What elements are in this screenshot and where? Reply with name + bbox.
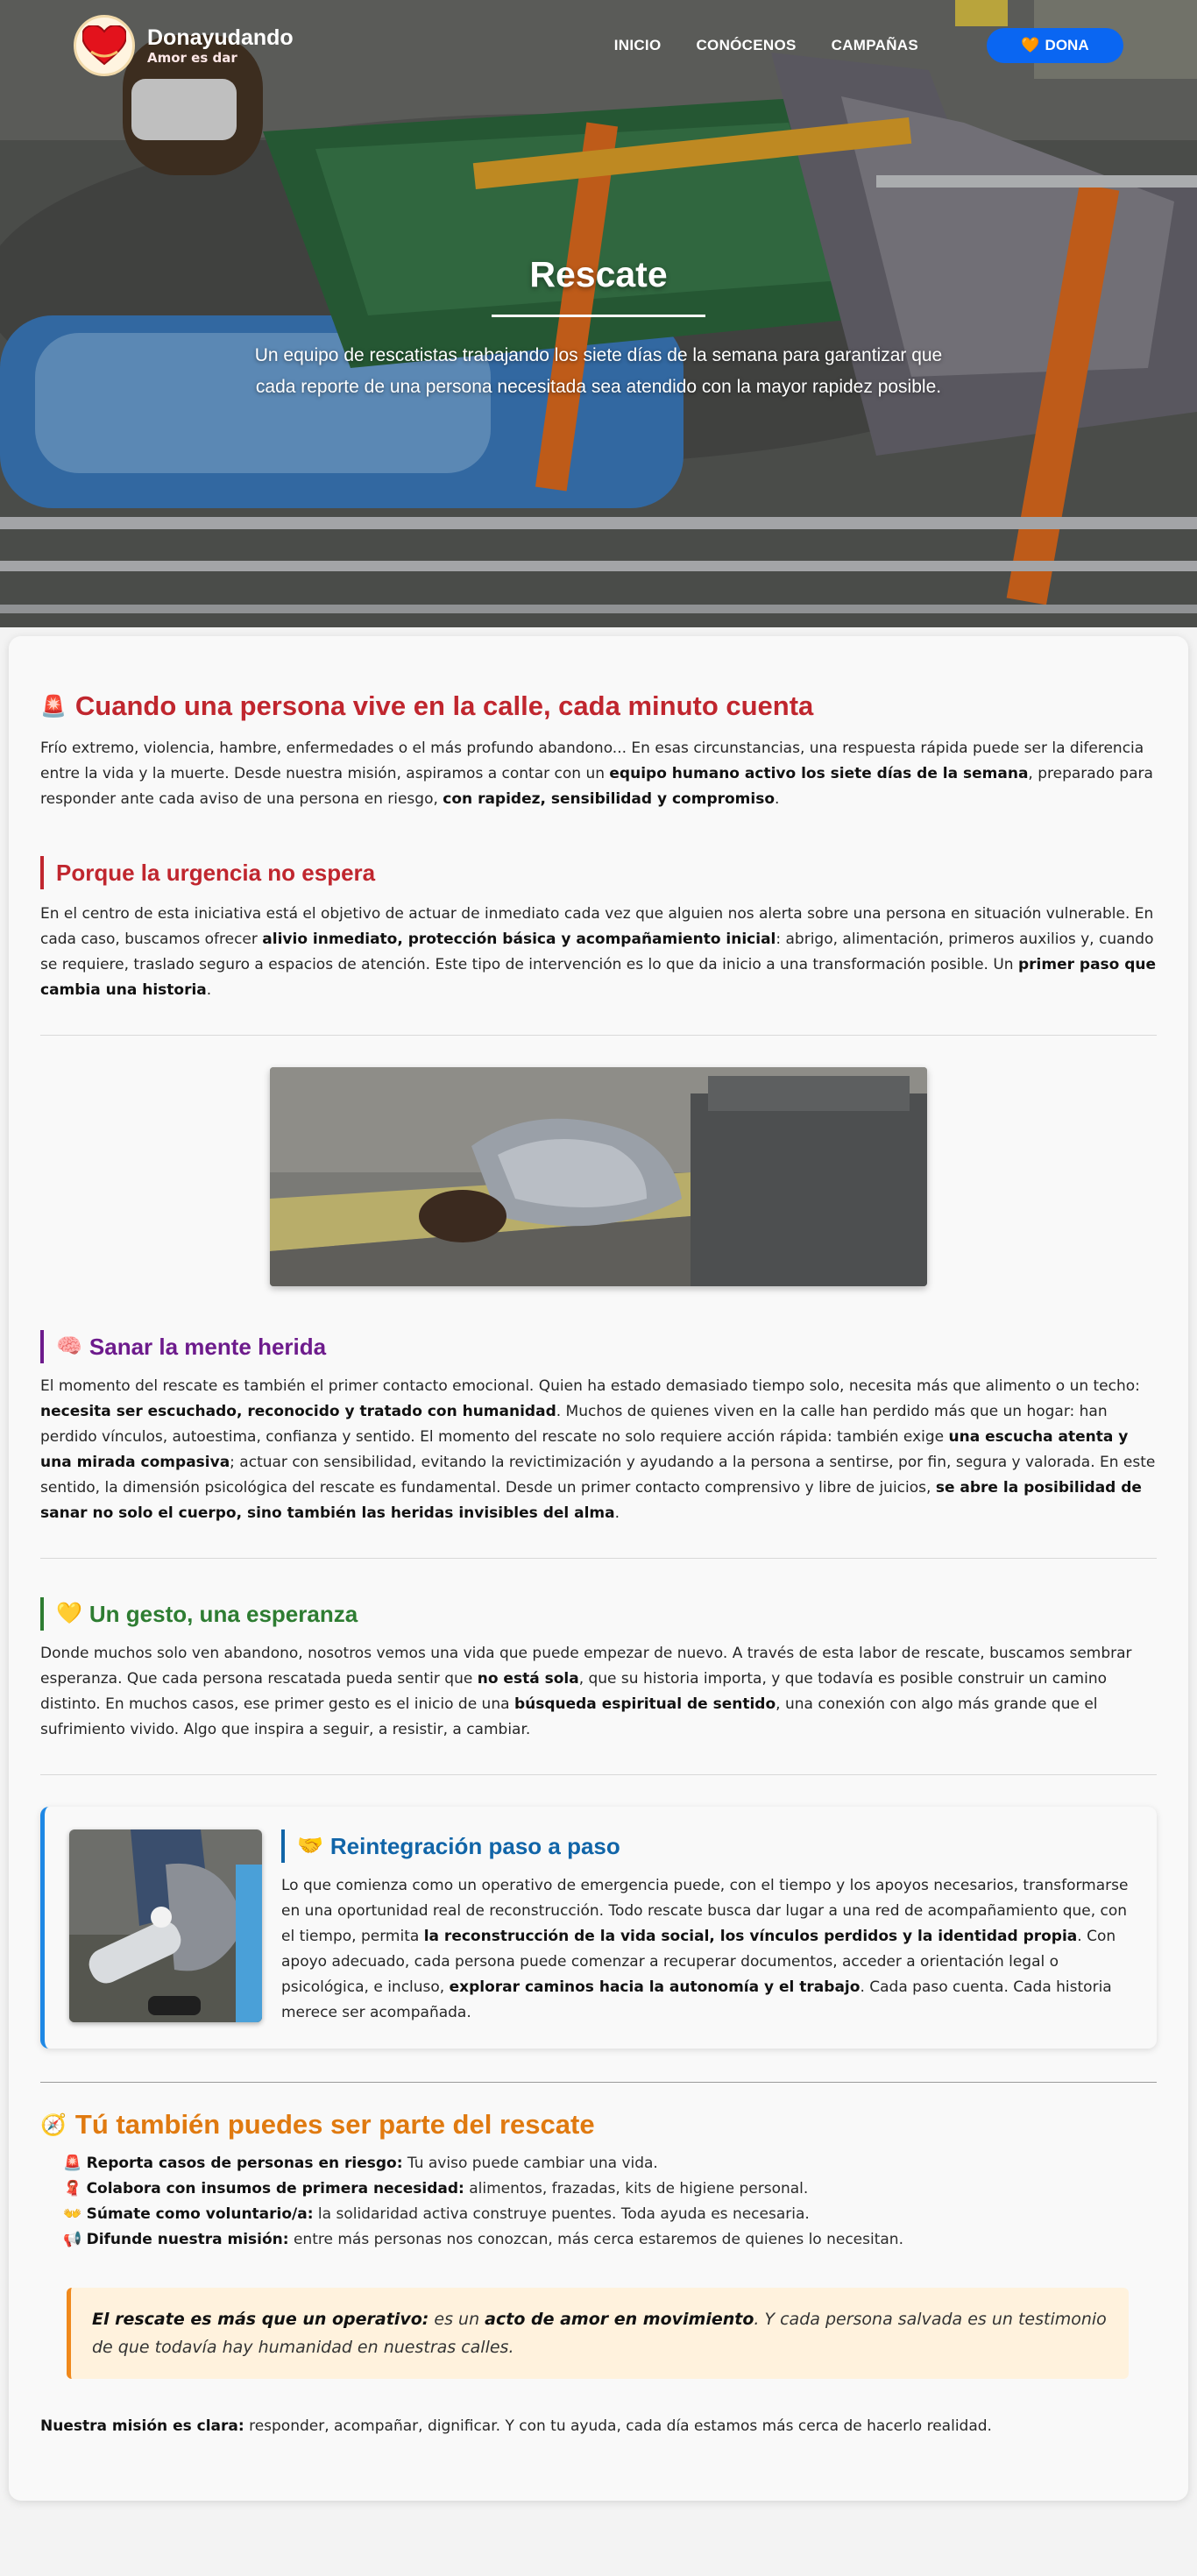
help-item-report <box>63 2151 1157 2176</box>
help-item-text: alimentos, frazadas, kits de higiene personal. <box>464 2180 809 2197</box>
help-item-label: Difunde nuestra misión: <box>86 2231 289 2248</box>
text-run-bold: la reconstrucción de la vida social, los vínculos perdidos y la identidad propia <box>423 1928 1078 1945</box>
text-run-bold: Nuestra misión es clara: <box>40 2417 244 2435</box>
section-reintegration-title-text: Reintegración paso a paso <box>329 1833 620 1859</box>
text-run-bold: se abre la posibilidad de sanar no solo el cuerpo, sino también las heridas invisibles del alma <box>40 1479 1142 1522</box>
yellow-heart-icon: 💛 <box>56 1602 82 1625</box>
help-item-label: Colabora con insumos de primera necesidad: <box>86 2180 464 2197</box>
section-reintegration-paragraph <box>281 1873 1130 2026</box>
reintegration-text <box>281 1829 1130 2026</box>
text-run: . Cada paso cuenta. Cada historia merece ser acompañada. <box>281 1978 1112 2021</box>
hero-title: Rescate <box>529 254 668 294</box>
text-run-bold: no está sola <box>477 1670 579 1688</box>
text-run-bold: equipo humano activo los siete días de la semana <box>609 765 1029 782</box>
help-item-text: Tu aviso puede cambiar una vida. <box>402 2155 658 2172</box>
section-urgency <box>40 856 1157 1003</box>
section-urgency-paragraph <box>40 902 1157 1003</box>
nav-link-conocenos[interactable]: CONÓCENOS <box>696 37 797 53</box>
nav-link-campanas[interactable]: CAMPAÑAS <box>831 37 918 53</box>
nav-links <box>614 28 1123 63</box>
section-hope-title <box>40 1597 1157 1631</box>
section-join-title <box>40 2109 1157 2141</box>
mission-quote <box>67 2288 1129 2379</box>
help-item-text: la solidaridad activa construye puentes. Toda ayuda es necesaria. <box>313 2205 810 2223</box>
donate-button-label: DONA <box>1045 37 1089 53</box>
text-run-bold: una escucha atenta y una mirada compasiva <box>40 1428 1129 1471</box>
text-run: En el centro de esta iniciativa está el objetivo de actuar de inmediato cada vez que alguien nos alerta sobre una persona en situación vulnerable. En cada caso, buscamos ofrecer <box>40 905 1154 948</box>
divider <box>40 2082 1157 2083</box>
scarf-icon: 🧣 <box>63 2180 82 2197</box>
divider <box>40 1558 1157 1559</box>
section-join-title-text: Tú también puedes ser parte del rescate <box>74 2109 595 2140</box>
section-hope-paragraph <box>40 1641 1157 1743</box>
orange-heart-icon: 🧡 <box>1021 37 1040 53</box>
hero-subtitle: Un equipo de rescatistas trabajando los siete días de la semana para garantizar que cada reporte de una persona necesitada sea atendido con la mayor rapidez posible. <box>254 345 943 397</box>
text-run-bold: necesita ser escuchado, reconocido y tratado con humanidad <box>40 1403 556 1420</box>
compass-icon: 🧭 <box>40 2112 67 2137</box>
section-mind-title <box>40 1330 1157 1363</box>
text-run: Donde muchos solo ven abandono, nosotros vemos una vida que puede empezar de nuevo. A través de esta labor de rescate, buscamos sembrar esperanza. Que cada persona rescatada pueda sentir que <box>40 1645 1132 1688</box>
help-item-label: Reporta casos de personas en riesgo: <box>86 2155 403 2172</box>
divider <box>40 1774 1157 1775</box>
content-card <box>9 636 1188 2501</box>
brand[interactable] <box>74 15 294 76</box>
siren-icon: 🚨 <box>63 2155 82 2172</box>
brain-icon: 🧠 <box>56 1334 82 1358</box>
closing-statement <box>40 2414 1157 2439</box>
street-person-photo <box>270 1067 927 1286</box>
section-intro-title-text: Cuando una persona vive en la calle, cada minuto cuenta <box>74 690 814 721</box>
handshake-icon: 🤝 <box>297 1834 323 1858</box>
section-intro-paragraph <box>40 736 1157 812</box>
text-run: . <box>614 1504 620 1522</box>
help-item-text: entre más personas nos conozcan, más cerca estaremos de quienes lo necesitan. <box>288 2231 903 2248</box>
help-item-spread <box>63 2227 1157 2253</box>
help-list <box>40 2151 1157 2253</box>
section-urgency-title: Porque la urgencia no espera <box>40 856 1157 889</box>
text-run-bold: primer paso que cambia una historia <box>40 956 1157 999</box>
text-run: . <box>206 981 212 999</box>
donate-button[interactable] <box>987 28 1123 63</box>
siren-icon: 🚨 <box>40 694 67 718</box>
text-run: . Muchos de quienes viven en la calle han perdido más que un hogar: han perdido vínculos, autoestima, confianza y sentido. El momento del rescate no solo requiere acción rápida: también exige <box>40 1403 1108 1446</box>
divider <box>40 1035 1157 1036</box>
brand-tagline: Amor es dar <box>147 50 237 66</box>
help-item-volunteer <box>63 2202 1157 2227</box>
reintegration-photo <box>69 1829 262 2022</box>
top-navigation <box>0 0 1197 91</box>
section-mind <box>40 1330 1157 1526</box>
section-reintegration-title <box>281 1829 1130 1863</box>
text-run-bold: búsqueda espiritual de sentido <box>514 1695 776 1713</box>
text-run-bold: explorar caminos hacia la autonomía y el trabajo <box>449 1978 861 1996</box>
section-mind-paragraph <box>40 1374 1157 1526</box>
text-run: responder, acompañar, dignificar. Y con tu ayuda, cada día estamos más cerca de hacerlo realidad. <box>244 2417 992 2435</box>
text-run: , una conexión con algo más grande que el sufrimiento vivido. Algo que inspira a seguir, a resistir, a cambiar. <box>40 1695 1098 1738</box>
text-run: ; actuar con sensibilidad, evitando la revictimización y ayudando a la persona a sentirse, por fin, segura y valorada. En este sentido, la dimensión psicológica del rescate es fundamental. Desde un primer contacto comprensivo y libre de juicios, <box>40 1454 1156 1497</box>
open-hands-icon: 👐 <box>63 2205 82 2223</box>
text-run: El momento del rescate es también el primer contacto emocional. Quien ha estado demasiado tiempo solo, necesita más que alimento o un techo: <box>40 1377 1140 1395</box>
section-mind-title-text: Sanar la mente herida <box>89 1334 327 1360</box>
section-intro-title <box>40 690 1157 722</box>
help-item-label: Súmate como voluntario/a: <box>86 2205 314 2223</box>
text-run: . Y cada persona salvada es un testimonio de que todavía hay humanidad en nuestras calles. <box>92 2310 1107 2357</box>
section-intro <box>40 690 1157 812</box>
section-hope-title-text: Un gesto, una esperanza <box>89 1601 358 1627</box>
text-run: es un <box>429 2310 485 2329</box>
section-reintegration <box>40 1807 1157 2049</box>
text-run: Lo que comienza como un operativo de emergencia puede, con el tiempo y los apoyos necesarios, transformarse en una oportunidad real de reconstrucción. Todo rescate busca dar lugar a una red de acompañamiento que, con el tiempo, permita <box>281 1877 1129 1945</box>
text-run: . Con apoyo adecuado, cada persona puede comenzar a recuperar documentos, acceder a orientación legal o psicológica, e incluso, <box>281 1928 1116 1996</box>
text-run-bold: acto de amor en movimiento <box>485 2310 754 2329</box>
megaphone-icon: 📢 <box>63 2231 82 2248</box>
hero-content <box>0 254 1197 403</box>
nav-link-inicio[interactable]: INICIO <box>613 37 662 53</box>
section-hope <box>40 1597 1157 1743</box>
text-run: Frío extremo, violencia, hambre, enfermedades o el más profundo abandono... En esas circunstancias, una respuesta rápida puede ser la diferencia entre la vida y la muerte. Desde nuestra misión, aspiramos a contar con un <box>40 740 1144 782</box>
hero-title-underline <box>492 315 705 317</box>
text-run-bold: El rescate es más que un operativo: <box>92 2310 429 2329</box>
text-run: , que su historia importa, y que todavía es posible construir un camino distinto. En muchos casos, ese primer gesto es el inicio de una <box>40 1670 1108 1713</box>
text-run-bold: con rapidez, sensibilidad y compromiso <box>443 790 776 808</box>
heart-logo-icon <box>74 15 135 76</box>
section-join <box>40 2109 1157 2439</box>
text-run: . <box>775 790 780 808</box>
help-item-supplies <box>63 2176 1157 2202</box>
text-run: , preparado para responder ante cada aviso de una persona en riesgo, <box>40 765 1153 808</box>
hero-banner <box>0 0 1197 627</box>
brand-name: Donayudando <box>147 25 294 50</box>
text-run: : abrigo, alimentación, primeros auxilios y, cuando se requiere, traslado seguro a espacios de atención. Este tipo de intervención es lo que da inicio a una transformación posible. Un <box>40 931 1154 973</box>
text-run-bold: alivio inmediato, protección básica y acompañamiento inicial <box>262 931 776 948</box>
